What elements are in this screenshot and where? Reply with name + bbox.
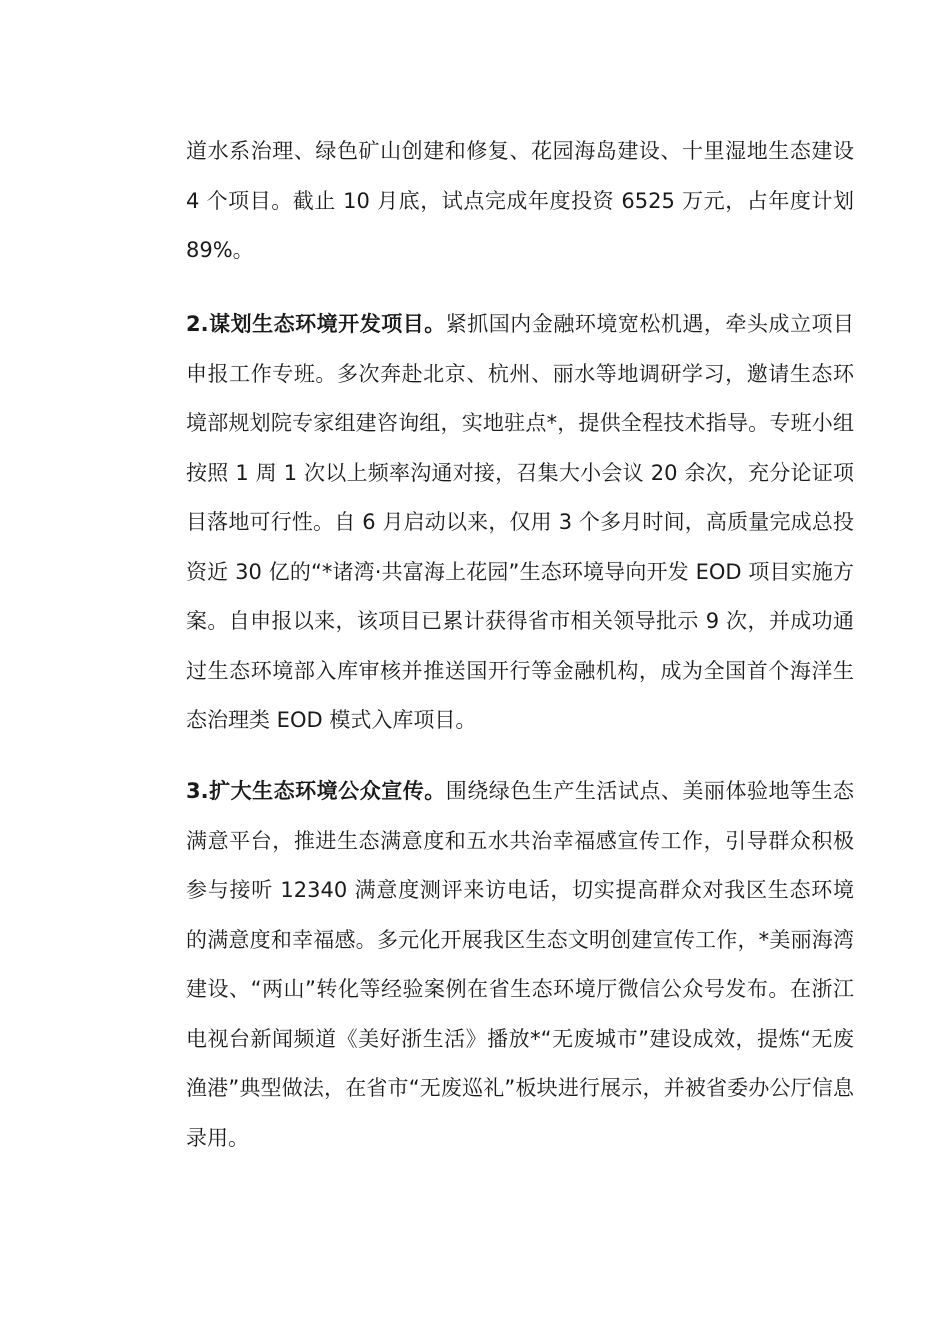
section-2-body: 紧抓国内金融环境宽松机遇，牵头成立项目申报工作专班。多次奔赴北京、杭州、丽水等地调研学习，邀请生态环境部规划院专家组建咨询组，实地驻点*，提供全程技术指导。专班小组按照 1 周 1 次以上频率沟通对接，召集大小会议 20 余次，充分论证项目落地可行性。自 6 月启动以来，仅用 3 个多月时间，高质量完成总投资近 30 亿的“*诸湾·共富海上花园”生态环境导向开发 EOD 项目实施方案。自申报以来，该项目已累计获得省市相关领导批示 9 次，并成功通过生态环境部入库审核并推送国开行等金融机构，成为全国首个海洋生态治理类 EOD 模式入库项目。 (186, 312, 855, 732)
paragraph-1-body: 道水系治理、绿色矿山创建和修复、花园海岛建设、十里湿地生态建设 4 个项目。截止 10 月底，试点完成年度投资 6525 万元，占年度计划 89%。 (186, 139, 854, 262)
section-3-body: 围绕绿色生产生活试点、美丽体验地等生态满意平台，推进生态满意度和五水共治幸福感宣传工作，引导群众积极参与接听 12340 满意度测评来访电话，切实提高群众对我区生态环境的满意度和幸福感。多元化开展我区生态文明创建宣传工作，*美丽海湾建设、“两山”转化等经验案例在省生态环境厅微信公众号发布。在浙江电视台新闻频道《美好浙生活》播放*“无废城市”建设成效，提炼“无废渔港”典型做法，在省市“无废巡礼”板块进行展示，并被省委办公厅信息录用。 (186, 779, 855, 1150)
paragraph-continuation (144, 127, 854, 276)
section-2-heading: 2.谋划生态环境开发项目。 (186, 312, 446, 336)
section-3-heading: 3.扩大生态环境公众宣传。 (186, 779, 446, 803)
paragraph-section-3 (144, 767, 854, 1163)
paragraph-section-2 (144, 300, 854, 746)
